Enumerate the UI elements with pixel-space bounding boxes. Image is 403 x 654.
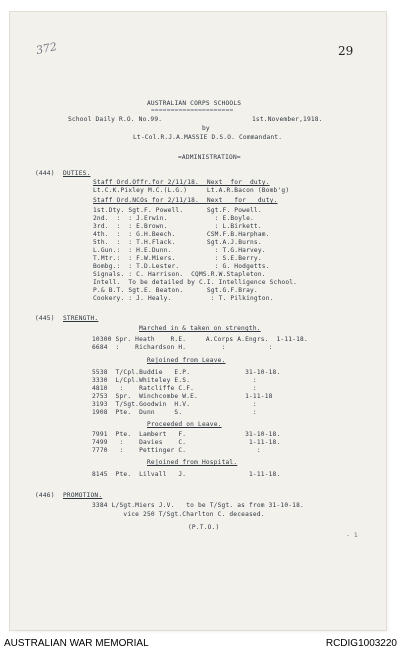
commandant-line: Lt-Col.R.J.A.MASSIE D.S.O. Commandant. xyxy=(133,134,283,141)
strength-line: 4810 : Ratcliffe C.F. : xyxy=(92,385,257,392)
strength-line: 8145 Pte. Lilvall J. 1-11-18. xyxy=(92,471,281,478)
duties-line: Lt.C.K.Pixley M.C.(L.G.) Lt.A.R.Bacon (Bomb'g) xyxy=(93,187,290,194)
duties-line: P.& B.T. Sgt.E. Beaton. Sgt.G.F.Bray. xyxy=(93,287,258,294)
duties-line: Staff Ord.NCOs for 2/11/18. Next for duty. xyxy=(93,197,278,204)
strength-heading: STRENGTH. xyxy=(63,315,99,322)
para-number-strength: (445) xyxy=(35,315,55,322)
duties-line: Intell. To be detailed by C.I. Intelligence School. xyxy=(93,279,298,286)
corner-mark: - 1 xyxy=(346,532,358,539)
duties-line: 5th. : : T.H.Flack. Sgt.A.J.Burns. xyxy=(93,239,262,246)
duties-line: Cookery. : J. Healy. : T. Pilkington. xyxy=(93,295,274,302)
footer-record-id: RCDIG1003220 xyxy=(325,638,397,649)
duties-line: 3rd. : : E.Brown. : L.Birkett. xyxy=(93,223,262,230)
archive-footer xyxy=(0,634,403,654)
strength-subheading: Marched in & taken on strength. xyxy=(139,325,261,332)
duties-line: 1st.Dty. Sgt.F. Powell. Sgt.F. Powell. xyxy=(93,207,262,214)
promotion-line: vice 250 T/Sgt.Charlton C. deceased. xyxy=(92,511,265,518)
duties-line: 4th. : : G.H.Beech. CSM.F.B.Harpham. xyxy=(93,231,270,238)
handwritten-reference: 372 xyxy=(34,39,59,58)
duties-line: Signals. : C. Harrison. CQMS.R.W.Stapleton. xyxy=(93,271,266,278)
strength-subheading: Proceeded on Leave. xyxy=(147,421,222,428)
strength-line: 10300 Spr. Heath R.E. A.Corps A.Engrs. 1-11-18. xyxy=(92,336,308,343)
duties-line: Staff Ord.Offr.for 2/11/18. Next for duty. xyxy=(93,179,270,186)
duties-line: Bombg.: : T.D.Lester. : G. Hodgetts. xyxy=(93,263,270,270)
strength-line: 5538 T/Cpl.Buddie E.P. 31-10-18. xyxy=(92,369,281,376)
orders-date: 1st.November,1918. xyxy=(252,116,323,123)
folio-number: 29 xyxy=(338,44,354,58)
duties-line: L.Gun.: : H.E.Dunn. : T.G.Harvey. xyxy=(93,247,266,254)
duties-line: T.Mtr.: : F.W.Miers. : S.E.Berry. xyxy=(93,255,262,262)
strength-subheading: Rejoined from Leave. xyxy=(147,357,226,364)
strength-line: 3193 T/Sgt.Goodwin H.V. : xyxy=(92,401,257,408)
strength-line: 6684 : Richardson H. : : xyxy=(92,344,273,351)
strength-line: 1908 Pte. Dunn S. : xyxy=(92,409,257,416)
promotion-heading: PROMOTION. xyxy=(63,492,103,499)
strength-line: 2753 Spr. Winchcombe W.E. 1-11-18 xyxy=(92,393,273,400)
para-number-promotion: (446) xyxy=(35,492,55,499)
duties-line: 2nd. : : J.Erwin. : E.Boyle. xyxy=(93,215,254,222)
school-title: AUSTRALIAN CORPS SCHOOLS xyxy=(147,100,242,107)
by-label: by xyxy=(202,125,210,132)
para-number-duties: (444) xyxy=(35,170,55,177)
strength-line: 7991 Pte. Lambert F. 31-10-18. xyxy=(92,431,281,438)
footer-archive-name: AUSTRALIAN WAR MEMORIAL xyxy=(4,638,149,649)
strength-line: 7770 : Pettinger C. : xyxy=(92,447,261,454)
strength-line: 3330 L/Cpl.Whiteley E.S. : xyxy=(92,377,257,384)
strength-line: 7499 : Davies C. 1-11-18. xyxy=(92,439,281,446)
section-heading: =ADMINISTRATION= xyxy=(178,154,241,161)
orders-number: School Daily R.O. No.99. xyxy=(68,116,163,123)
promotion-line: 3384 L/Sgt.Miers J.V. to be T/Sgt. as from 31-10-18. xyxy=(92,502,304,509)
pto-note: (P.T.O.) xyxy=(188,524,220,531)
duties-heading: DUTIES. xyxy=(63,170,91,177)
title-underline: ===================== xyxy=(151,107,234,114)
strength-subheading: Rejoined from Hospital. xyxy=(147,459,238,466)
